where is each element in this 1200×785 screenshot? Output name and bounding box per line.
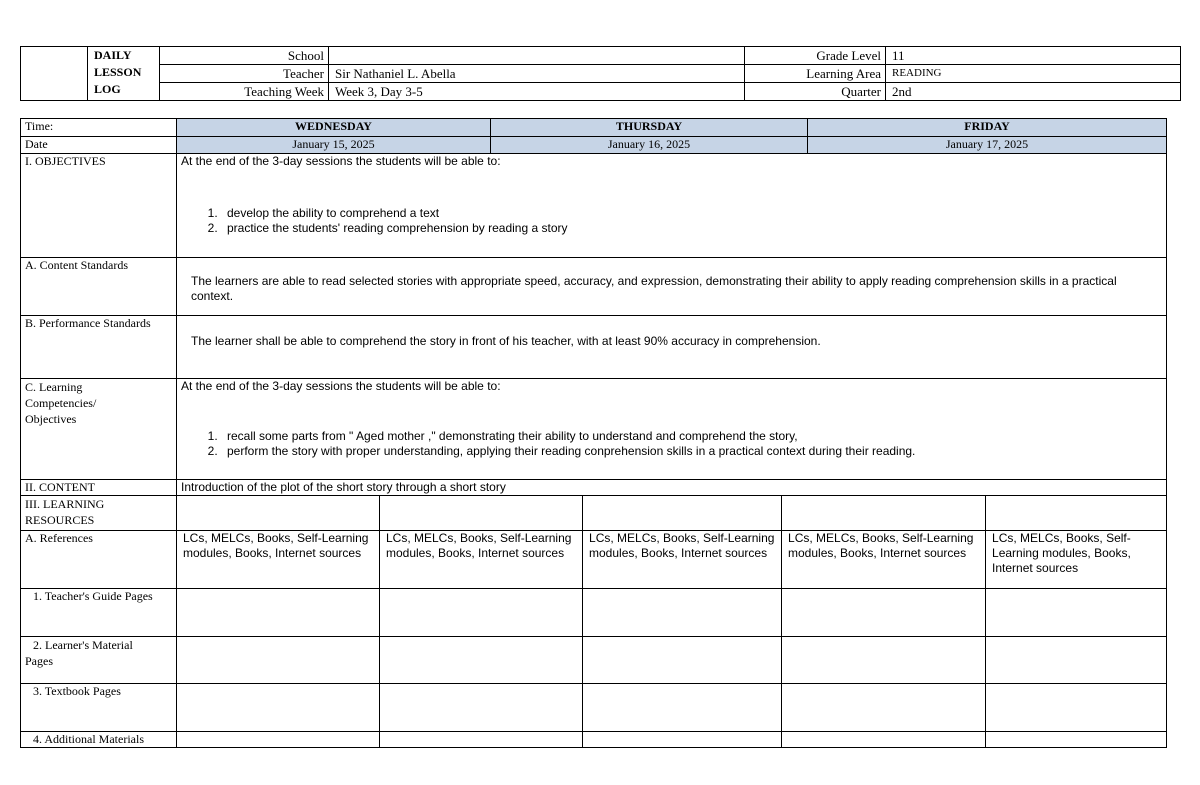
objectives-cell bbox=[177, 154, 1167, 258]
date-label: Date bbox=[21, 137, 177, 154]
content-standards-text: The learners are able to read selected stories with appropriate speed, accuracy, and expression, demonstrating their ability to apply reading comprehension skills in a practical context. bbox=[177, 258, 1167, 316]
teacher-value: Sir Nathaniel L. Abella bbox=[329, 65, 745, 83]
quarter-label: Quarter bbox=[745, 83, 886, 101]
school-value bbox=[329, 47, 745, 65]
date-wednesday: January 15, 2025 bbox=[177, 137, 491, 154]
resources-cell bbox=[986, 496, 1167, 531]
textbook-cell bbox=[583, 684, 782, 732]
teacher-guide-pages-label: 1. Teacher's Guide Pages bbox=[21, 589, 177, 637]
references-cell: LCs, MELCs, Books, Self-Learning modules, Books, Internet sources bbox=[782, 531, 986, 589]
teaching-week-label: Teaching Week bbox=[160, 83, 329, 101]
resources-label-line: III. LEARNING bbox=[25, 497, 105, 511]
daily-lesson-log-title bbox=[88, 47, 160, 101]
additional-materials-cell bbox=[583, 732, 782, 748]
competencies-intro: At the end of the 3-day sessions the students will be able to: bbox=[181, 379, 501, 393]
day-header-wednesday: WEDNESDAY bbox=[177, 119, 491, 137]
time-label: Time: bbox=[21, 119, 177, 137]
teacher-guide-cell bbox=[986, 589, 1167, 637]
teacher-guide-cell bbox=[782, 589, 986, 637]
references-cell: LCs, MELCs, Books, Self-Learning modules, Books, Internet sources bbox=[177, 531, 380, 589]
header-table bbox=[20, 46, 1181, 101]
learner-material-pages-label bbox=[21, 637, 177, 684]
date-friday: January 17, 2025 bbox=[808, 137, 1167, 154]
textbook-cell bbox=[177, 684, 380, 732]
learner-material-label-line: 2. Learner's Material bbox=[33, 638, 133, 652]
competencies-label bbox=[21, 379, 177, 480]
lesson-log-table bbox=[20, 118, 1167, 748]
content-text: Introduction of the plot of the short story through a short story bbox=[177, 480, 1167, 496]
additional-materials-cell bbox=[782, 732, 986, 748]
title-line-2: LESSON bbox=[94, 65, 142, 79]
objectives-intro: At the end of the 3-day sessions the students will be able to: bbox=[181, 154, 501, 168]
learner-material-cell bbox=[380, 637, 583, 684]
content-label: II. CONTENT bbox=[21, 480, 177, 496]
textbook-cell bbox=[986, 684, 1167, 732]
additional-materials-cell bbox=[986, 732, 1167, 748]
competencies-label-line: Objectives bbox=[25, 412, 77, 426]
content-standards-label: A. Content Standards bbox=[21, 258, 177, 316]
performance-standards-label: B. Performance Standards bbox=[21, 316, 177, 379]
references-cell: LCs, MELCs, Books, Self-Learning modules, Books, Internet sources bbox=[986, 531, 1167, 589]
grade-level-value: 11 bbox=[886, 47, 1181, 65]
textbook-cell bbox=[782, 684, 986, 732]
learning-resources-label bbox=[21, 496, 177, 531]
competencies-label-line: C. Learning bbox=[25, 380, 83, 394]
day-header-friday: FRIDAY bbox=[808, 119, 1167, 137]
additional-materials-label: 4. Additional Materials bbox=[21, 732, 177, 748]
competency-item: 2. perform the story with proper understanding, applying their reading conprehension skills in a practical context during their reading. bbox=[221, 444, 1162, 459]
resources-cell bbox=[583, 496, 782, 531]
learner-material-cell bbox=[986, 637, 1167, 684]
school-label: School bbox=[160, 47, 329, 65]
title-line-3: LOG bbox=[94, 82, 121, 96]
day-header-thursday: THURSDAY bbox=[491, 119, 808, 137]
resources-cell bbox=[380, 496, 583, 531]
teaching-week-value: Week 3, Day 3-5 bbox=[329, 83, 745, 101]
objective-item: 1. develop the ability to comprehend a text bbox=[221, 206, 1162, 221]
date-thursday: January 16, 2025 bbox=[491, 137, 808, 154]
teacher-guide-cell bbox=[177, 589, 380, 637]
references-cell: LCs, MELCs, Books, Self-Learning modules, Books, Internet sources bbox=[583, 531, 782, 589]
additional-materials-cell bbox=[177, 732, 380, 748]
resources-cell bbox=[782, 496, 986, 531]
performance-standards-text: The learner shall be able to comprehend the story in front of his teacher, with at least 90% accuracy in comprehension. bbox=[177, 316, 1167, 379]
references-cell: LCs, MELCs, Books, Self-Learning modules, Books, Internet sources bbox=[380, 531, 583, 589]
teacher-guide-cell bbox=[380, 589, 583, 637]
resources-cell bbox=[177, 496, 380, 531]
learner-material-cell bbox=[782, 637, 986, 684]
resources-label-line: RESOURCES bbox=[25, 513, 95, 527]
quarter-value: 2nd bbox=[886, 83, 1181, 101]
textbook-cell bbox=[380, 684, 583, 732]
learner-material-cell bbox=[177, 637, 380, 684]
references-label: A. References bbox=[21, 531, 177, 589]
grade-level-label: Grade Level bbox=[745, 47, 886, 65]
learner-material-label-line: Pages bbox=[25, 654, 53, 668]
textbook-pages-label: 3. Textbook Pages bbox=[21, 684, 177, 732]
learner-material-cell bbox=[583, 637, 782, 684]
teacher-label: Teacher bbox=[160, 65, 329, 83]
learning-area-label: Learning Area bbox=[745, 65, 886, 83]
objective-item: 2. practice the students' reading comprehension by reading a story bbox=[221, 221, 1162, 236]
teacher-guide-cell bbox=[583, 589, 782, 637]
additional-materials-cell bbox=[380, 732, 583, 748]
title-line-1: DAILY bbox=[94, 48, 132, 62]
objectives-label: I. OBJECTIVES bbox=[21, 154, 177, 258]
logo-blank-cell bbox=[21, 47, 88, 101]
competencies-cell bbox=[177, 379, 1167, 480]
learning-area-value: READING bbox=[886, 65, 1181, 83]
competency-item: 1. recall some parts from " Aged mother ," demonstrating their ability to understand and comprehend the story, bbox=[221, 429, 1162, 444]
competencies-label-line: Competencies/ bbox=[25, 396, 97, 410]
